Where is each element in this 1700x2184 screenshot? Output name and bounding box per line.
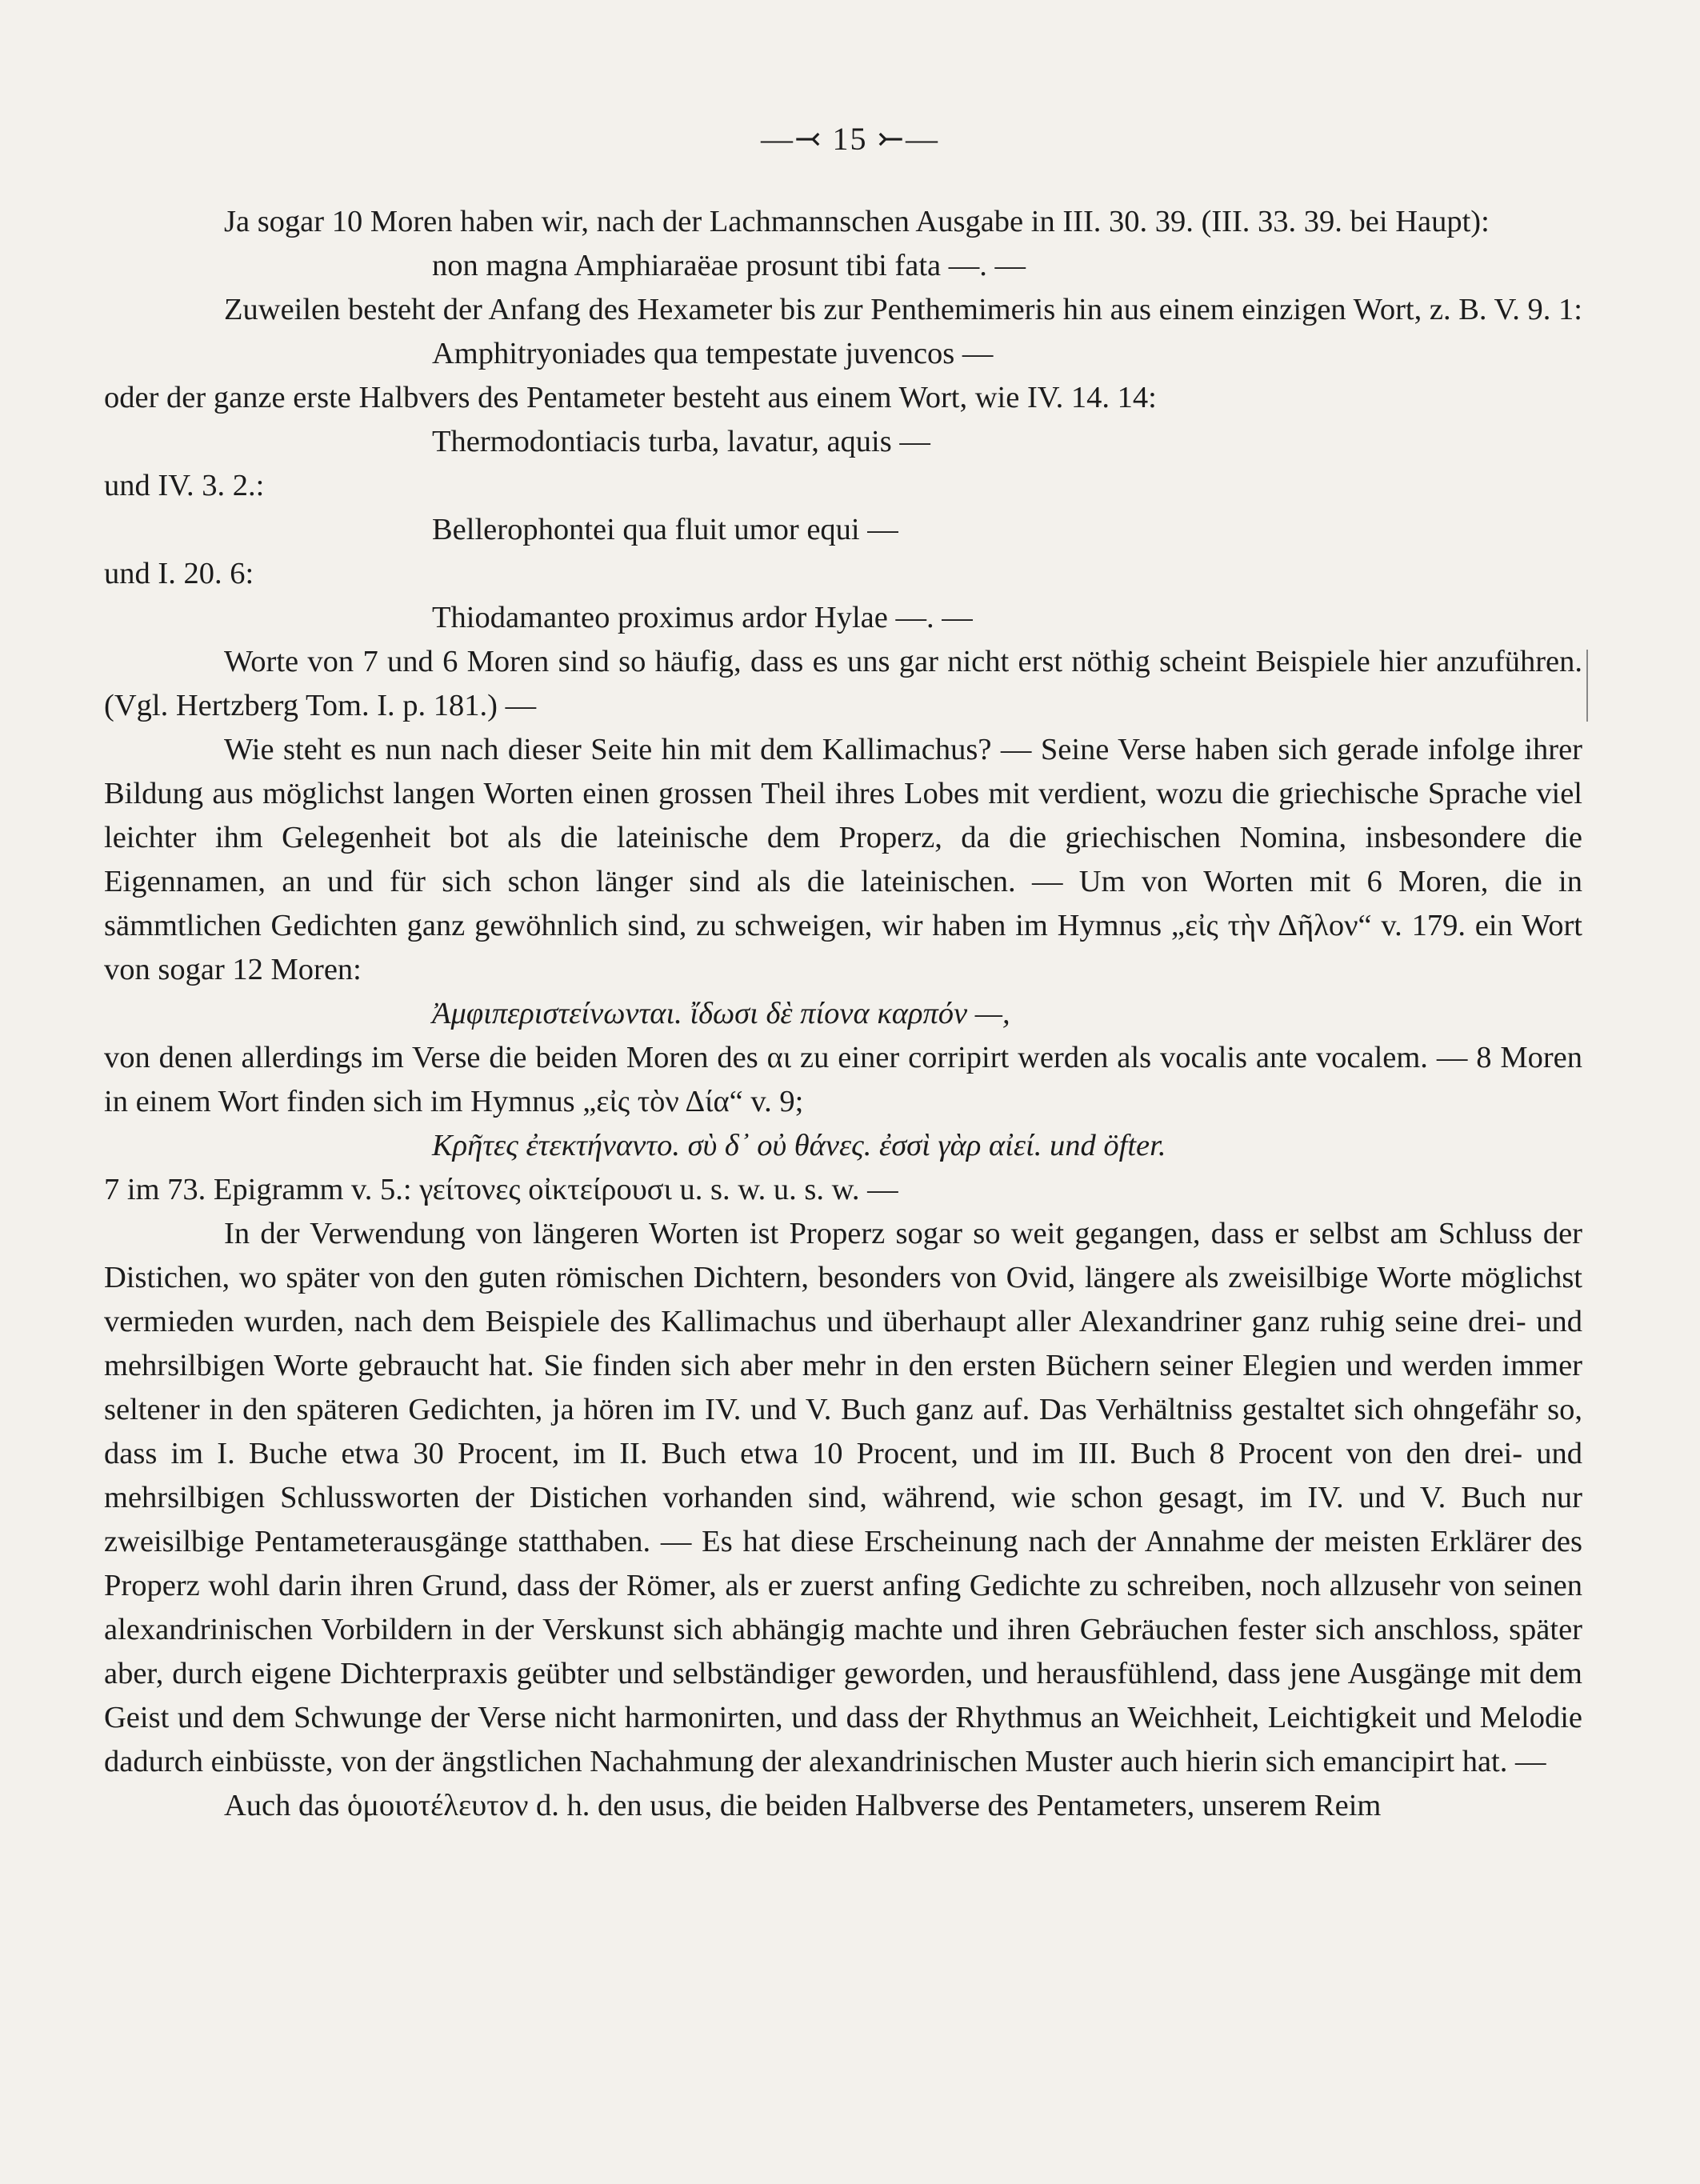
paragraph: Worte von 7 und 6 Moren sind so häufig, dass es uns gar nicht erst nöthig scheint Beispiele hier anzuführen. (Vgl. Hertzberg Tom. I. p. 181.) — [104,645,1582,722]
paragraph: und IV. 3. 2.: [104,469,265,502]
paragraph: und I. 20. 6: [104,557,254,590]
verse-quote: non magna Amphiaraëae prosunt tibi fata —. — [432,249,1026,282]
greek-verse-quote: Ἀμφιπεριστείνωνται. ἴδωσι δὲ πίονα καρπόν —, [432,997,1010,1030]
verse-quote: Thiodamanteo proximus ardor Hylae —. — [432,601,973,634]
paragraph: Zuweilen besteht der Anfang des Hexameter bis zur Penthemimeris hin aus einem einzigen Wort, z. B. V. 9. 1: [224,293,1582,326]
paragraph: In der Verwendung von längeren Worten ist Properz sogar so weit gegangen, dass er selbst am Schluss der Distichen, wo später von den guten römischen Dichtern, besonders von Ovid, längere als zweisilbige Worte möglichst vermieden wurden, nach dem Beispiele des Kallimachus und überhaupt aller Alexandriner ganz ruhig seine drei- und mehrsilbigen Worte gebraucht hat. Sie finden sich aber mehr in den ersten Büchern seiner Elegien und werden immer seltener in den späteren Gedichten, ja hören im IV. und V. Buch ganz auf. Das Verhältniss gestaltet sich ohngefähr so, dass im I. Buche etwa 30 Procent, im II. Buch etwa 10 Procent, und im III. Buch 8 Procent von den drei- und mehrsilbigen Schlussworten der Distichen vorhanden sind, während, wie schon gesagt, im IV. und V. Buch nur zweisilbige Pentameterausgänge statthaben. — Es hat diese Erscheinung nach der Annahme der meisten Erklärer des Properz wohl darin ihren Grund, dass der Römer, als er zuerst anfing Gedichte zu schreiben, noch allzusehr von seinen alexandrinischen Vorbildern in der Verskunst sich abhängig machte und ihren Gebräuchen fester sich anschloss, später aber, durch eigene Dichterpraxis geübter und selbständiger geworden, und herausfühlend, dass jene Ausgänge mit dem Geist und dem Schwunge der Verse nicht harmonirten, und dass der Rhythmus an Weichheit, Leichtigkeit und Melodie dadurch einbüsste, von der ängstlichen Nachahmung der alexandrinischen Muster auch hierin sich emancipirt hat. — [104,1217,1582,1778]
verse-quote: Bellerophontei qua fluit umor equi — [432,513,898,546]
paragraph: Wie steht es nun nach dieser Seite hin mit dem Kallimachus? — Seine Verse haben sich gerade infolge ihrer Bildung aus möglichst langen Worten einen grossen Theil ihres Lobes mit verdient, wozu die griechische Sprache viel leichter ihm Gelegenheit bot als die lateinische dem Properz, da die griechischen Nomina, insbesondere die Eigennamen, an und für sich schon länger sind als die lateinischen. — Um von Worten mit 6 Moren, die in sämmtlichen Gedichten ganz gewöhnlich sind, zu schweigen, wir haben im Hymnus „εἰς τὴν Δῆλον“ v. 179. ein Wort von sogar 12 Moren: [104,733,1582,986]
paragraph: Auch das ὁμοιοτέλευτον d. h. den usus, die beiden Halbverse des Pentameters, unserem Reim [224,1789,1382,1822]
paragraph: Ja sogar 10 Moren haben wir, nach der Lachmannschen Ausgabe in III. 30. 39. (III. 33. 39. bei Haupt): [224,205,1490,238]
verse-quote: Amphitryoniades qua tempestate juvencos — [432,337,994,370]
page-edge-mark [1586,650,1588,722]
paragraph: 7 im 73. Epigramm v. 5.: γείτονες οἰκτείρουσι u. s. w. u. s. w. — [104,1173,898,1206]
paragraph: von denen allerdings im Verse die beiden Moren des αι zu einer corripirt werden als vocalis ante vocalem. — 8 Moren in einem Wort finden sich im Hymnus „εἰς τὸν Δία“ v. 9; [104,1041,1582,1118]
verse-quote: Thermodontiacis turba, lavatur, aquis — [432,425,930,458]
page-body [104,120,1582,1828]
greek-verse-quote: Κρῆτες ἐτεκτήναντο. σὺ δ᾽ οὐ θάνες. ἐσσὶ γὰρ αἰεί. und öfter. [432,1129,1166,1162]
paragraph: oder der ganze erste Halbvers des Pentameter besteht aus einem Wort, wie IV. 14. 14: [104,381,1157,414]
page-number: —⤙ 15 ⤚— [760,121,940,157]
